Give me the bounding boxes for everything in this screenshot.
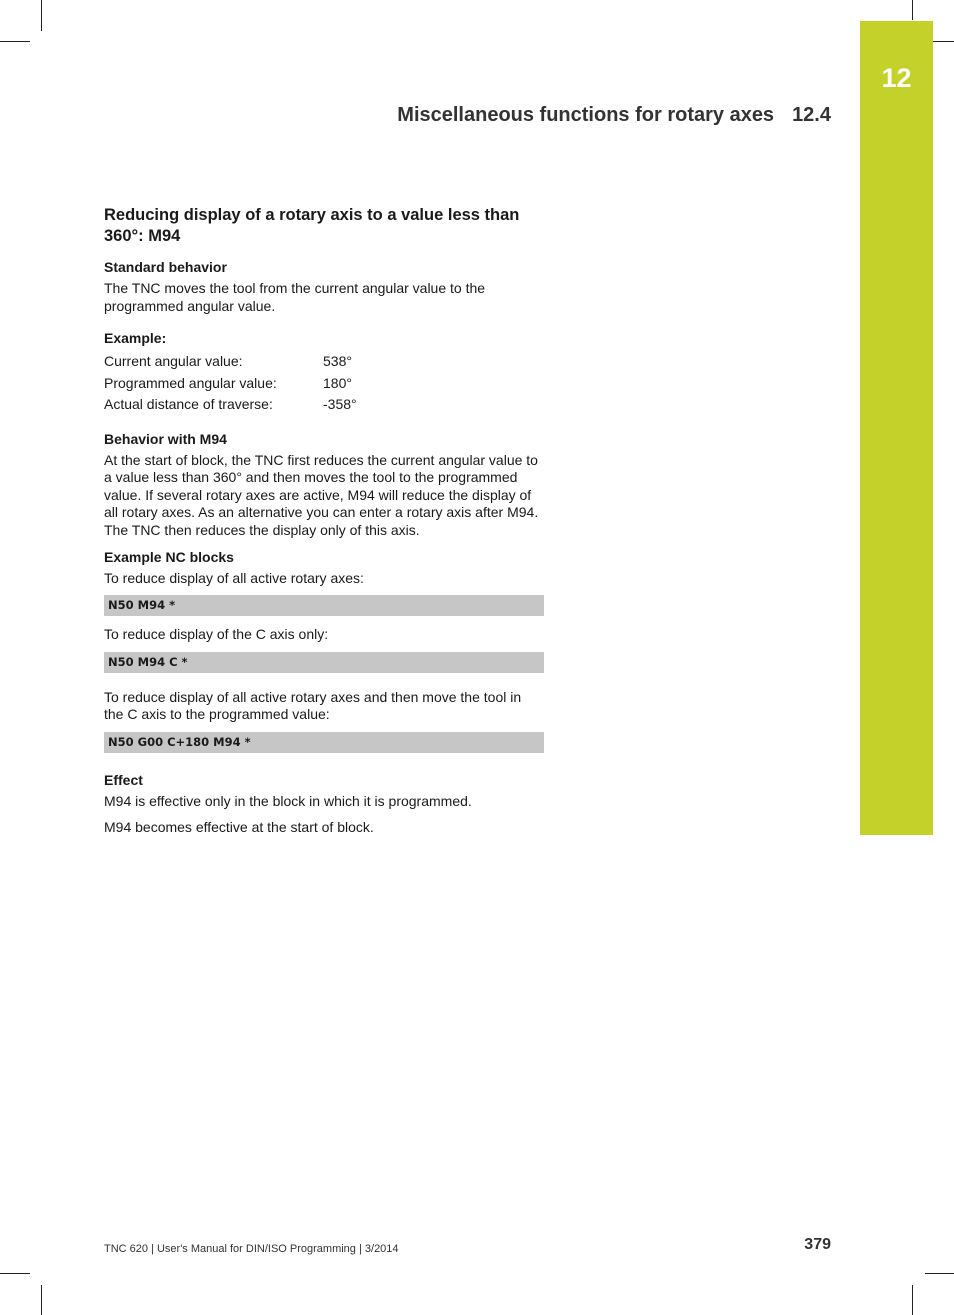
table-row: [104, 373, 544, 395]
row-value: 180°: [323, 374, 352, 391]
example-heading: Example:: [104, 330, 167, 347]
crop-mark: [0, 1273, 30, 1274]
chapter-number: 12: [881, 63, 912, 93]
example-nc-heading: Example NC blocks: [104, 548, 234, 565]
effect-text-2: M94 becomes effective at the start of block.: [104, 818, 374, 835]
example-table: [104, 351, 544, 416]
running-header: [397, 104, 831, 127]
crop-mark: [41, 1285, 42, 1315]
chapter-tab: [860, 21, 933, 835]
example-nc-text-2: To reduce display of the C axis only:: [104, 626, 329, 643]
main-content: [104, 205, 544, 844]
row-value: 538°: [323, 353, 352, 370]
crop-mark: [0, 41, 30, 42]
row-label: Programmed angular value:: [104, 374, 277, 391]
row-label: Actual distance of traverse:: [104, 396, 273, 413]
effect-heading: Effect: [104, 772, 143, 789]
example-nc-text-1: To reduce display of all active rotary axes:: [104, 569, 364, 586]
standard-behavior-text: The TNC moves the tool from the current angular value to the programmed angular value.: [104, 280, 486, 314]
table-row: [104, 351, 544, 373]
code-block: N50 M94 *: [104, 595, 544, 616]
row-value: -358°: [323, 396, 357, 413]
example-nc-text-3: To reduce display of all active rotary axes and then move the tool in the C axis to the programmed value:: [104, 688, 522, 723]
behavior-m94-heading: Behavior with M94: [104, 430, 227, 447]
code-block: N50 G00 C+180 M94 *: [104, 732, 544, 753]
row-label: Current angular value:: [104, 353, 243, 370]
header-title: Miscellaneous functions for rotary axes: [397, 104, 775, 126]
code-block: N50 M94 C *: [104, 652, 544, 673]
behavior-m94-text: At the start of block, the TNC first reduces the current angular value to a value less than 360° and then moves the tool to the programmed value. If several rotary axes are active, M94 will reduce the display of all rotary axes. As an alternative you can enter a rotary axis after M94. The TNC then reduces the display only of this axis.: [104, 451, 539, 539]
crop-mark: [912, 0, 913, 20]
standard-behavior-heading: Standard behavior: [104, 259, 227, 275]
crop-mark: [41, 0, 42, 31]
effect-text-1: M94 is effective only in the block in which it is programmed.: [104, 793, 472, 810]
header-section: 12.4: [792, 104, 831, 126]
crop-mark: [925, 1273, 954, 1274]
footer-text: TNC 620 | User's Manual for DIN/ISO Programming | 3/2014: [104, 1243, 399, 1255]
section-heading: Reducing display of a rotary axis to a value less than 360°: M94: [104, 206, 520, 245]
table-row: [104, 394, 544, 416]
page-number: 379: [804, 1236, 831, 1253]
crop-mark: [912, 1285, 913, 1315]
